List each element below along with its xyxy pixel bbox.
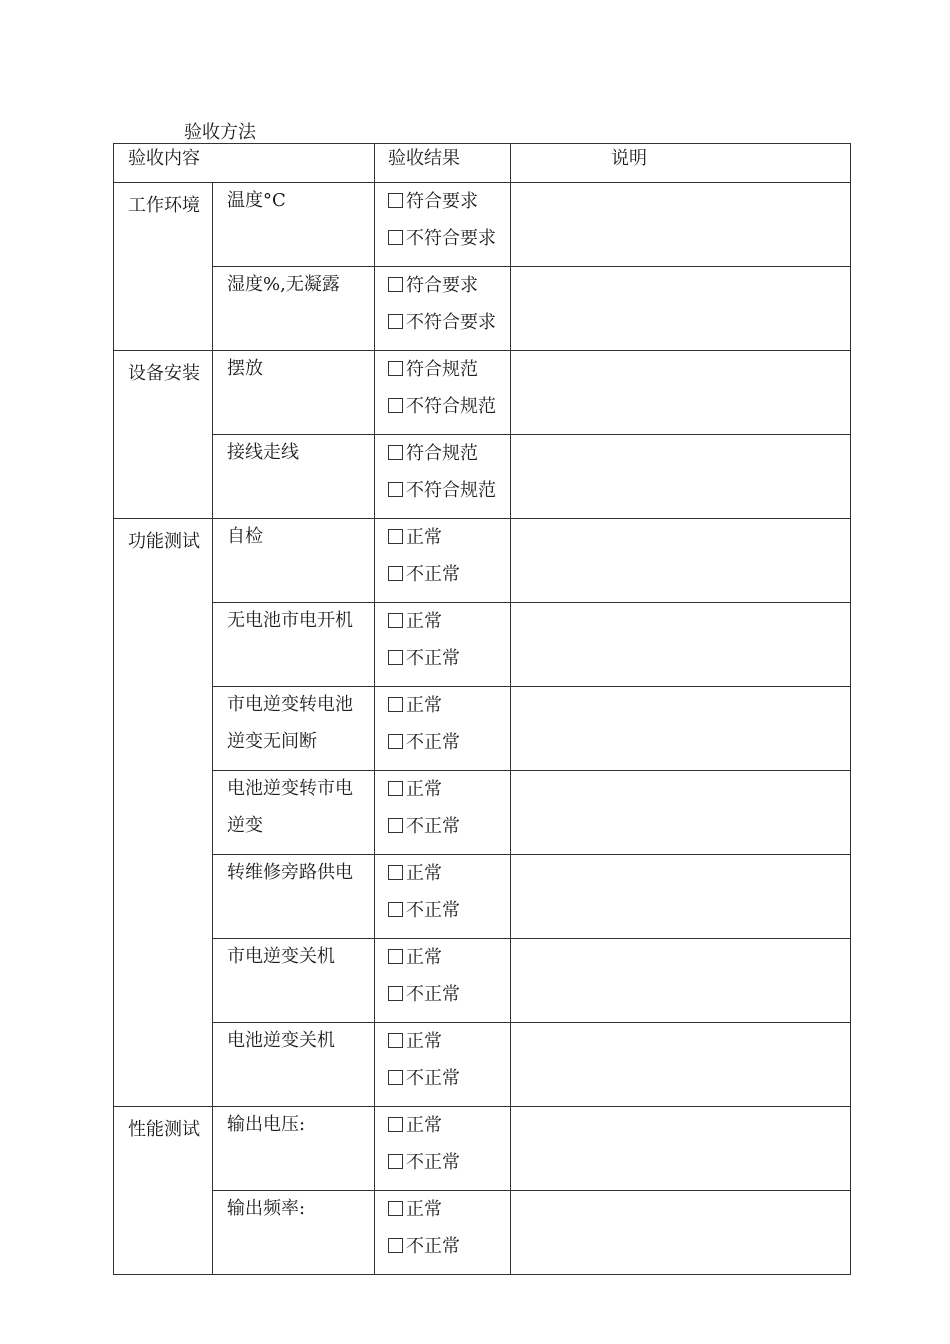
checkbox-option[interactable] [388, 472, 510, 509]
table-row [114, 1107, 851, 1191]
option-label: 不正常 [406, 984, 460, 1005]
option-label: 正常 [406, 863, 442, 884]
checkbox-option[interactable] [388, 1144, 510, 1181]
item-text: 市电逆变转电池逆变无间断 [227, 694, 353, 752]
header-content: 验收内容 [114, 144, 375, 183]
item-cell [213, 351, 375, 435]
category-cell: 性能测试 [114, 1107, 213, 1275]
option-label: 正常 [406, 1031, 442, 1052]
table-row [114, 519, 851, 603]
checkbox-icon[interactable] [388, 781, 403, 796]
option-label: 符合要求 [406, 191, 478, 212]
table-row [114, 855, 851, 939]
option-label: 正常 [406, 779, 442, 800]
checkbox-icon[interactable] [388, 613, 403, 628]
checkbox-icon[interactable] [388, 697, 403, 712]
checkbox-option[interactable] [388, 1023, 510, 1060]
checkbox-icon[interactable] [388, 566, 403, 581]
note-cell [511, 603, 851, 687]
option-label: 不正常 [406, 816, 460, 837]
checkbox-option[interactable] [388, 976, 510, 1013]
item-cell [213, 435, 375, 519]
item-cell [213, 771, 375, 855]
option-label: 不正常 [406, 564, 460, 585]
checkbox-icon[interactable] [388, 734, 403, 749]
category-cell: 功能测试 [114, 519, 213, 1107]
note-cell [511, 1191, 851, 1275]
item-cell [213, 1107, 375, 1191]
checkbox-icon[interactable] [388, 277, 403, 292]
checkbox-option[interactable] [388, 892, 510, 929]
checkbox-icon[interactable] [388, 650, 403, 665]
item-cell [213, 1191, 375, 1275]
checkbox-icon[interactable] [388, 1154, 403, 1169]
item-text: 电池逆变转市电逆变 [227, 778, 353, 836]
checkbox-option[interactable] [388, 267, 510, 304]
table-row [114, 267, 851, 351]
result-cell [375, 939, 511, 1023]
result-cell [375, 1107, 511, 1191]
item-cell [213, 183, 375, 267]
checkbox-option[interactable] [388, 304, 510, 341]
checkbox-icon[interactable] [388, 986, 403, 1001]
option-label: 不正常 [406, 648, 460, 669]
checkbox-option[interactable] [388, 808, 510, 845]
header-result: 验收结果 [375, 144, 511, 183]
checkbox-icon[interactable] [388, 529, 403, 544]
checkbox-option[interactable] [388, 388, 510, 425]
note-cell [511, 267, 851, 351]
option-label: 不正常 [406, 1152, 460, 1173]
table-row [114, 435, 851, 519]
checkbox-icon[interactable] [388, 482, 403, 497]
table-row [114, 771, 851, 855]
option-label: 不符合要求 [406, 228, 496, 249]
section-heading: 验收方法 [184, 122, 256, 143]
checkbox-icon[interactable] [388, 1201, 403, 1216]
item-text: 输出电压: [227, 1114, 306, 1135]
option-label: 不正常 [406, 900, 460, 921]
category-cell: 工作环境 [114, 183, 213, 351]
note-cell [511, 435, 851, 519]
table-row [114, 687, 851, 771]
result-cell [375, 183, 511, 267]
result-cell [375, 1191, 511, 1275]
result-cell [375, 603, 511, 687]
checkbox-option[interactable] [388, 1107, 510, 1144]
item-text: 市电逆变关机 [227, 946, 335, 967]
item-cell [213, 267, 375, 351]
item-cell [213, 687, 375, 771]
result-cell [375, 267, 511, 351]
table-row [114, 183, 851, 267]
option-label: 符合规范 [406, 443, 478, 464]
option-label: 符合规范 [406, 359, 478, 380]
option-label: 正常 [406, 527, 442, 548]
note-cell [511, 519, 851, 603]
option-label: 正常 [406, 695, 442, 716]
checkbox-icon[interactable] [388, 1070, 403, 1085]
option-label: 不符合要求 [406, 312, 496, 333]
note-cell [511, 771, 851, 855]
option-label: 符合要求 [406, 275, 478, 296]
checkbox-option[interactable] [388, 519, 510, 556]
item-text: 自检 [227, 526, 263, 547]
checkbox-icon[interactable] [388, 1033, 403, 1048]
checkbox-option[interactable] [388, 556, 510, 593]
option-label: 正常 [406, 1199, 442, 1220]
table-header-row [114, 144, 851, 183]
checkbox-option[interactable] [388, 435, 510, 472]
checkbox-icon[interactable] [388, 818, 403, 833]
option-label: 不正常 [406, 1236, 460, 1257]
note-cell [511, 855, 851, 939]
item-cell [213, 1023, 375, 1107]
result-cell [375, 771, 511, 855]
item-cell [213, 855, 375, 939]
checkbox-icon[interactable] [388, 230, 403, 245]
category-cell: 设备安装 [114, 351, 213, 519]
item-text: 湿度%,无凝露 [227, 274, 340, 295]
table-row [114, 1191, 851, 1275]
option-label: 不符合规范 [406, 396, 496, 417]
item-cell [213, 939, 375, 1023]
result-cell [375, 519, 511, 603]
note-cell [511, 351, 851, 435]
item-text: 无电池市电开机 [227, 610, 353, 631]
acceptance-table [113, 143, 851, 1275]
option-label: 不正常 [406, 1068, 460, 1089]
checkbox-option[interactable] [388, 220, 510, 257]
item-text: 电池逆变关机 [227, 1030, 335, 1051]
table-row [114, 1023, 851, 1107]
result-cell [375, 435, 511, 519]
option-label: 不正常 [406, 732, 460, 753]
checkbox-option[interactable] [388, 771, 510, 808]
checkbox-option[interactable] [388, 603, 510, 640]
checkbox-icon[interactable] [388, 1238, 403, 1253]
checkbox-option[interactable] [388, 1060, 510, 1097]
item-text: 温度°C [227, 190, 286, 211]
result-cell [375, 855, 511, 939]
option-label: 不符合规范 [406, 480, 496, 501]
checkbox-option[interactable] [388, 939, 510, 976]
checkbox-option[interactable] [388, 1228, 510, 1265]
checkbox-option[interactable] [388, 351, 510, 388]
checkbox-icon[interactable] [388, 361, 403, 376]
item-text: 接线走线 [227, 442, 299, 463]
checkbox-icon[interactable] [388, 902, 403, 917]
checkbox-option[interactable] [388, 183, 510, 220]
table-row [114, 351, 851, 435]
item-cell [213, 603, 375, 687]
header-note: 说明 [511, 144, 851, 183]
result-cell [375, 351, 511, 435]
item-text: 摆放 [227, 358, 263, 379]
option-label: 正常 [406, 1115, 442, 1136]
note-cell [511, 1023, 851, 1107]
note-cell [511, 939, 851, 1023]
option-label: 正常 [406, 947, 442, 968]
table-row [114, 603, 851, 687]
result-cell [375, 687, 511, 771]
checkbox-option[interactable] [388, 1191, 510, 1228]
result-cell [375, 1023, 511, 1107]
note-cell [511, 183, 851, 267]
note-cell [511, 687, 851, 771]
checkbox-option[interactable] [388, 687, 510, 724]
note-cell [511, 1107, 851, 1191]
checkbox-icon[interactable] [388, 398, 403, 413]
item-cell [213, 519, 375, 603]
checkbox-icon[interactable] [388, 1117, 403, 1132]
checkbox-option[interactable] [388, 640, 510, 677]
checkbox-option[interactable] [388, 724, 510, 761]
option-label: 正常 [406, 611, 442, 632]
checkbox-icon[interactable] [388, 445, 403, 460]
table-row [114, 939, 851, 1023]
checkbox-icon[interactable] [388, 949, 403, 964]
checkbox-icon[interactable] [388, 314, 403, 329]
item-text: 输出频率: [227, 1198, 306, 1219]
item-text: 转维修旁路供电 [227, 862, 353, 883]
checkbox-option[interactable] [388, 855, 510, 892]
checkbox-icon[interactable] [388, 193, 403, 208]
checkbox-icon[interactable] [388, 865, 403, 880]
